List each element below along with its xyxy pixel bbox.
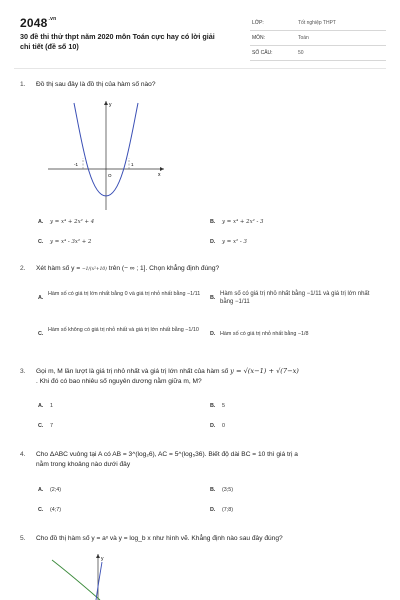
- option-a[interactable]: [38, 218, 94, 226]
- option-label: B.: [210, 403, 216, 409]
- option-label: C.: [38, 239, 44, 245]
- meta-value: 50: [298, 50, 304, 56]
- option-label: A.: [38, 295, 44, 301]
- question-2: [20, 264, 380, 337]
- meta-value: Toán: [298, 35, 309, 41]
- question-3: [20, 366, 380, 429]
- document-title: 30 đề thi thử thpt năm 2020 môn Toán cực hay có lời giải chi tiết (đề số 10): [20, 32, 215, 51]
- question-body: Cho đồ thị hàm số y = aˣ và y = log_b x như hình vẽ. Khẳng định nào sau đây đúng?: [36, 535, 283, 542]
- question-text: [20, 534, 380, 544]
- option-c[interactable]: [38, 238, 91, 246]
- question-1: [20, 80, 380, 245]
- meta-row-count: [250, 46, 386, 61]
- meta-row-grade: [250, 16, 386, 31]
- option-text: Hàm số không có giá trị nhỏ nhất và giá trị lớn nhất bằng −1/10: [48, 327, 199, 333]
- x-axis-label: x: [158, 172, 161, 178]
- question-text: [20, 80, 380, 90]
- option-text: y = x⁴ + 2x² + 4: [50, 219, 95, 225]
- exp-curve: [52, 560, 100, 600]
- function-graph: [46, 98, 166, 213]
- option-text: 0: [222, 423, 225, 429]
- question-number: 5.: [20, 535, 26, 542]
- option-text: Hàm số có giá trị nhỏ nhất bằng −1/11 và giá trị lớn nhất bằng −1/11: [220, 291, 370, 305]
- option-b[interactable]: [210, 402, 225, 410]
- option-text: Hàm số có giá trị nhỏ nhất bằng −1/8: [220, 331, 309, 337]
- option-text: Hàm số có giá trị lớn nhất bằng 0 và giá trị nhỏ nhất bằng −1/11: [48, 291, 201, 297]
- option-b[interactable]: [210, 290, 380, 310]
- option-d[interactable]: [210, 330, 380, 342]
- tick-pos-label: 1: [131, 162, 134, 167]
- option-text: y = x² - 3: [222, 239, 247, 245]
- header-divider: [14, 68, 386, 69]
- option-label: D.: [210, 331, 216, 337]
- question-body-start: Xét hàm số y =: [36, 265, 82, 272]
- y-axis-label: y: [109, 102, 112, 108]
- option-text: 1: [50, 403, 53, 409]
- option-label: B.: [210, 219, 216, 225]
- question-5: [20, 534, 380, 562]
- exp-log-graph: [48, 548, 128, 600]
- option-label: C.: [38, 331, 44, 337]
- option-label: D.: [210, 423, 216, 429]
- log-curve: [96, 562, 102, 600]
- question-text: [20, 450, 380, 460]
- question-text-cont: . Khi đó có bao nhiêu số nguyên dương nằm giữa m, M?: [36, 378, 202, 385]
- option-text: y = x⁴ + 2x² - 3: [222, 219, 264, 225]
- option-text: (7;8): [222, 507, 234, 513]
- option-c[interactable]: [38, 326, 208, 346]
- meta-key: SỐ CÂU:: [252, 50, 273, 56]
- option-d[interactable]: [210, 238, 247, 246]
- option-c[interactable]: [38, 506, 61, 514]
- document-header: [14, 10, 386, 66]
- y-axis-label: y: [101, 556, 104, 562]
- question-text: [20, 366, 380, 377]
- question-body-start: Gọi m, M lần lượt là giá trị nhỏ nhất và giá trị lớn nhất của hàm số: [36, 368, 231, 375]
- question-text: [20, 264, 380, 275]
- option-label: A.: [38, 219, 44, 225]
- option-a[interactable]: [38, 402, 53, 410]
- tick-neg-label: -1: [74, 162, 79, 167]
- question-number: 1.: [20, 81, 26, 88]
- logo-text: 2048: [20, 16, 48, 30]
- meta-table: [250, 16, 386, 61]
- option-text: 5: [222, 403, 225, 409]
- question-number: 4.: [20, 451, 26, 458]
- meta-key: MÔN:: [252, 35, 266, 41]
- option-label: B.: [210, 295, 216, 301]
- question-4: [20, 450, 380, 513]
- question-number: 3.: [20, 368, 26, 375]
- question-number: 2.: [20, 265, 26, 272]
- option-label: C.: [38, 423, 44, 429]
- question-body-end: trên (− ∞ ; 1]. Chọn khẳng định đúng?: [106, 265, 220, 272]
- option-text: 7: [50, 423, 53, 429]
- x-axis-arrow: [160, 167, 164, 171]
- meta-key: LỚP:: [252, 20, 264, 26]
- formula: y = √(x−1) + √(7−x): [230, 367, 299, 375]
- option-c[interactable]: [38, 422, 53, 430]
- option-a[interactable]: [38, 486, 61, 494]
- option-text: (3;5): [222, 487, 234, 493]
- option-label: D.: [210, 239, 216, 245]
- option-label: D.: [210, 507, 216, 513]
- option-b[interactable]: [210, 486, 233, 494]
- question-body: Đồ thị sau đây là đồ thị của hàm số nào?: [36, 81, 156, 88]
- question-text-cont: nằm trong khoảng nào dưới đây: [36, 461, 131, 468]
- meta-value: Tốt nghiệp THPT: [298, 20, 336, 26]
- option-text: (2;4): [50, 487, 62, 493]
- option-text: y = x⁴ - 3x² + 2: [50, 239, 92, 245]
- option-d[interactable]: [210, 422, 225, 430]
- question-body-start: Cho ΔABC vuông tại A có AB = 3^(log₂6), AC = 5^(log₅36). Biết độ dài BC = 10 thì giá trị a: [36, 451, 298, 458]
- option-label: A.: [38, 403, 44, 409]
- site-logo[interactable]: [20, 16, 56, 30]
- y-axis-arrow: [104, 101, 108, 105]
- option-label: C.: [38, 507, 44, 513]
- option-label: A.: [38, 487, 44, 493]
- fraction: −1/(x²+10): [82, 267, 107, 272]
- option-label: B.: [210, 487, 216, 493]
- meta-row-subject: [250, 31, 386, 46]
- logo-suffix: .vn: [48, 16, 57, 22]
- option-b[interactable]: [210, 218, 263, 226]
- y-axis-arrow: [96, 554, 100, 558]
- option-a[interactable]: [38, 290, 208, 310]
- option-text: (4;7): [50, 507, 62, 513]
- origin-label: O: [108, 173, 112, 178]
- option-d[interactable]: [210, 506, 233, 514]
